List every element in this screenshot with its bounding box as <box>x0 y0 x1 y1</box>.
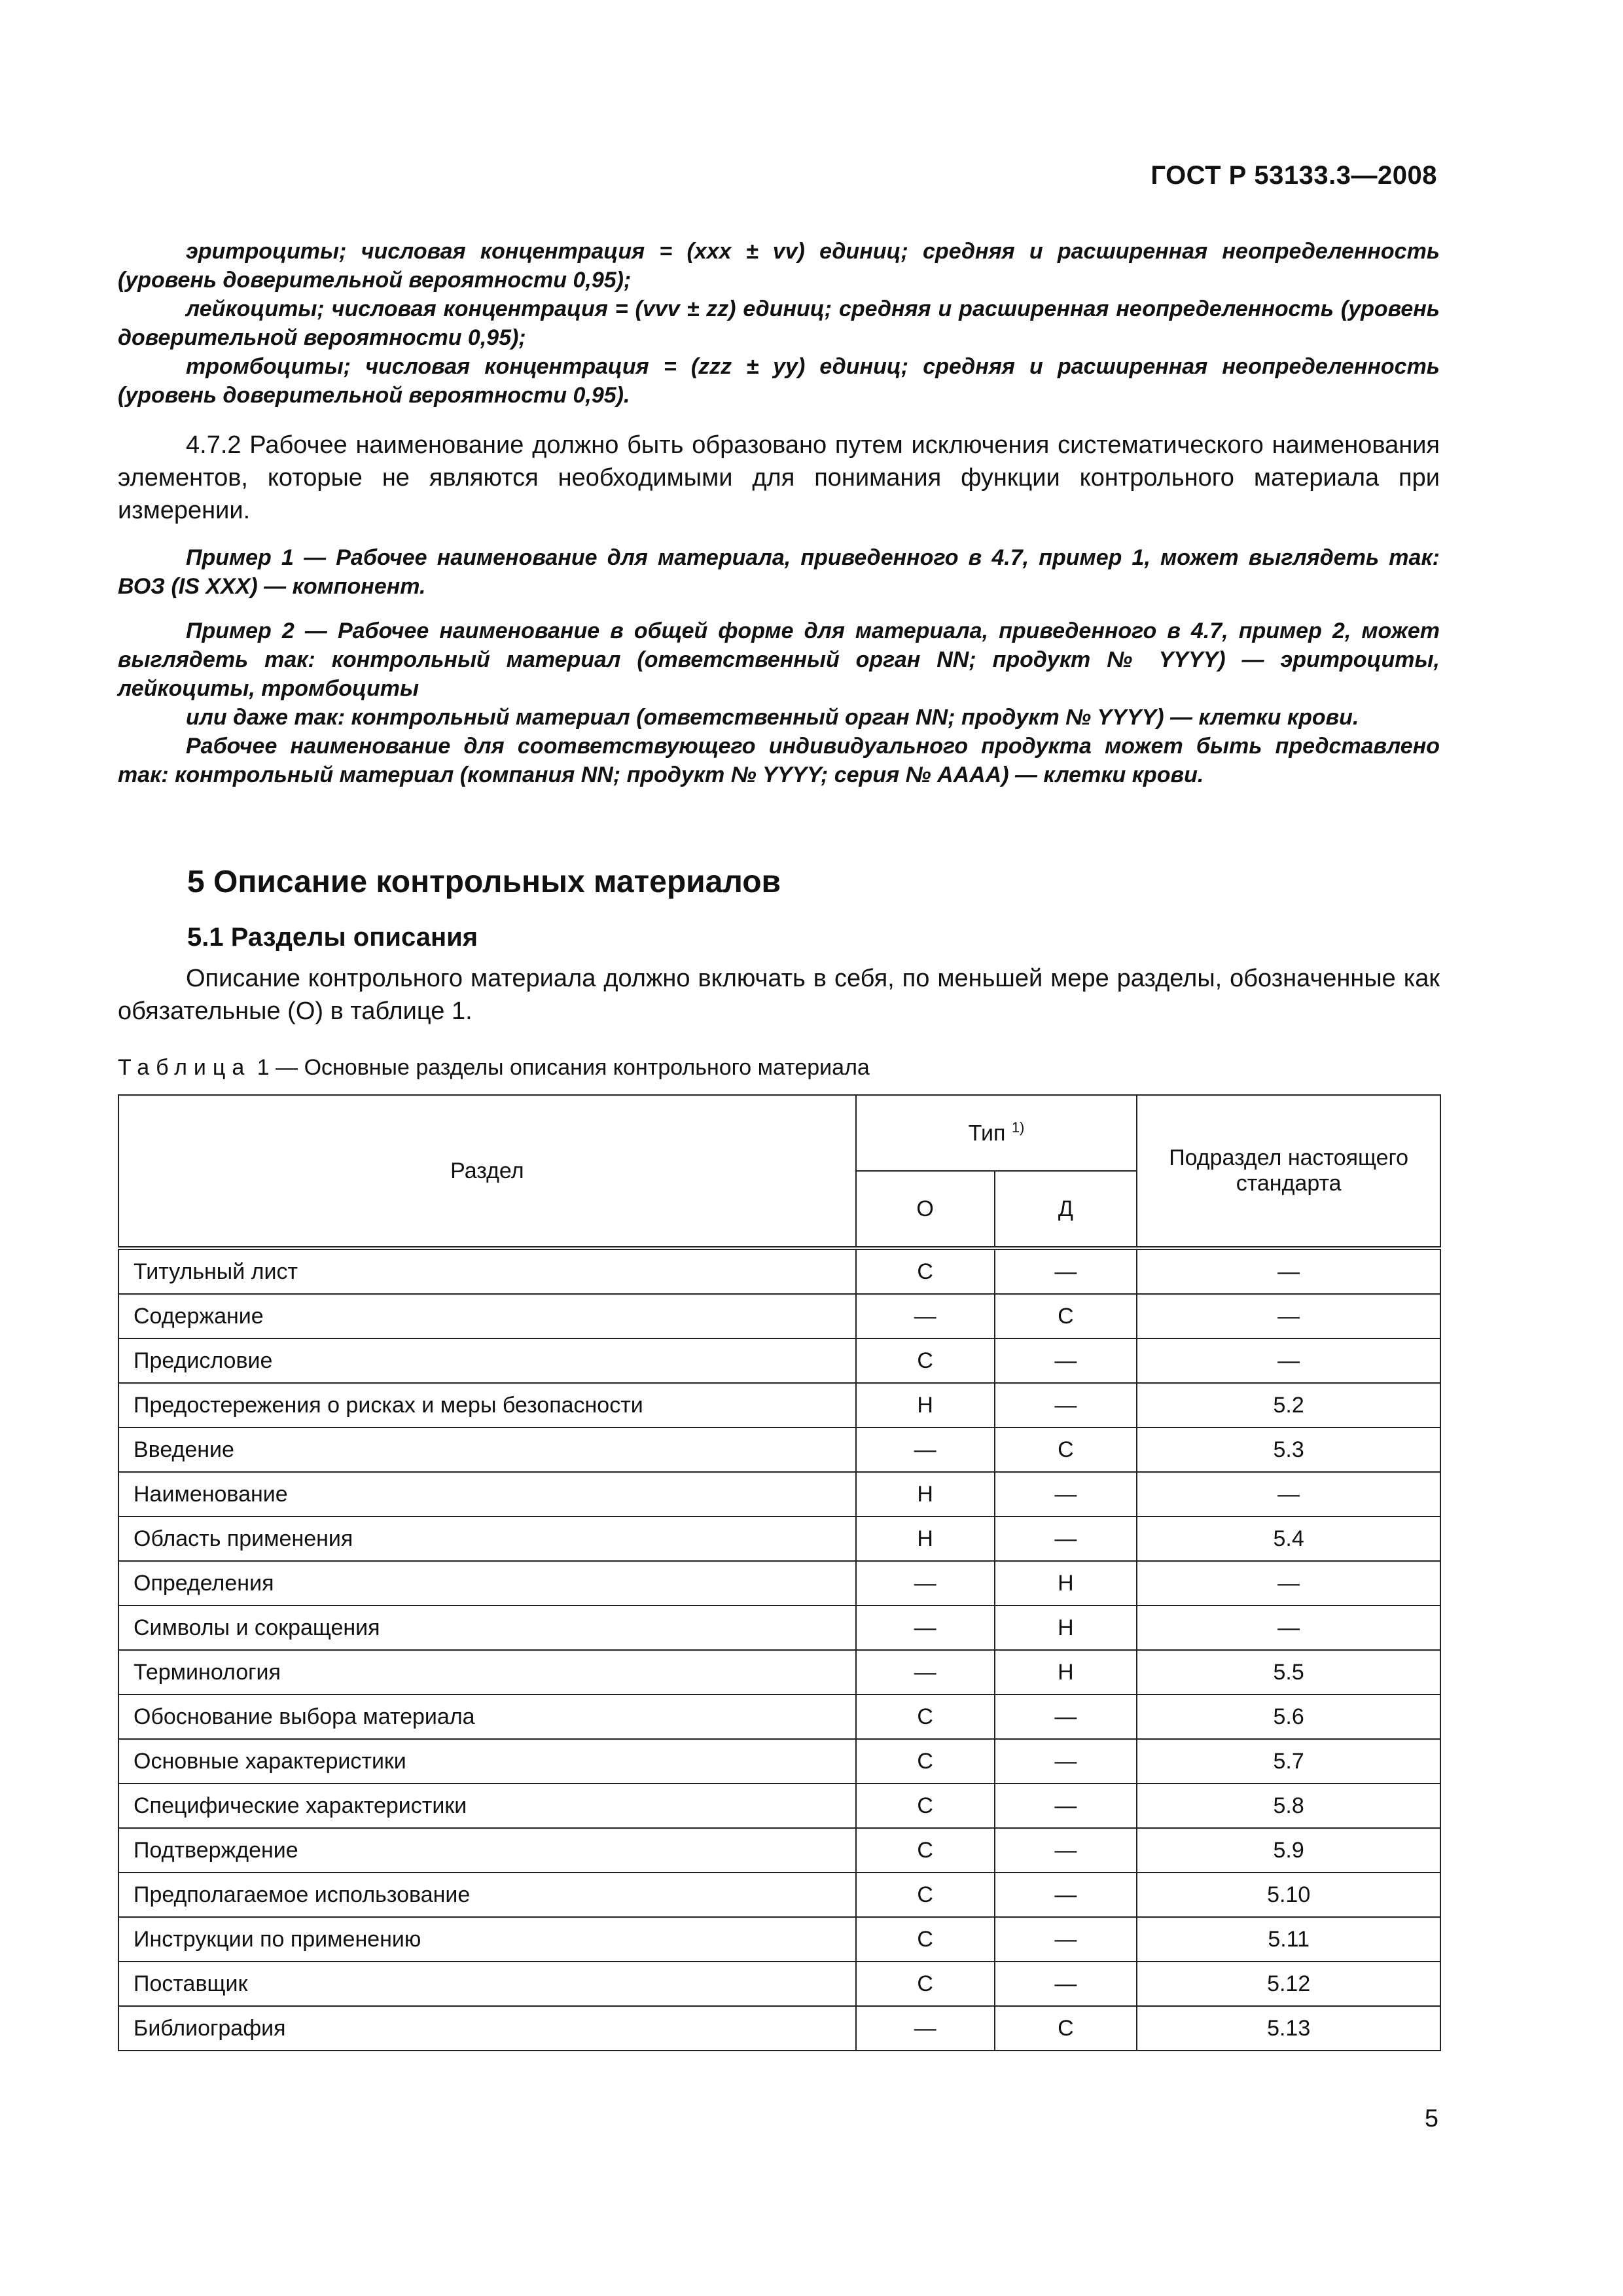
header-type-footnote: 1) <box>1011 1119 1025 1136</box>
example-2-line-2: или даже так: контрольный материал (ответственный орган NN; продукт № YYYY) — клетки крови. <box>186 705 1359 730</box>
cell-type-d: — <box>995 1248 1137 1294</box>
table-row <box>118 1605 1440 1650</box>
cell-subsection: — <box>1137 1294 1440 1338</box>
cell-section-name: Символы и сокращения <box>118 1605 856 1650</box>
cell-subsection: — <box>1137 1561 1440 1605</box>
cell-type-o: С <box>856 1962 995 2006</box>
cell-type-d: Н <box>995 1605 1137 1650</box>
section-5-1-text: Описание контрольного материала должно включать в себя, по меньшей мере разделы, обозначенные как обязательные (О) в таблице 1. <box>118 965 1440 1025</box>
table-row <box>118 1427 1440 1472</box>
cell-type-d: — <box>995 1338 1137 1383</box>
cell-section-name: Основные характеристики <box>118 1739 856 1784</box>
document-code: ГОСТ Р 53133.3—2008 <box>1150 161 1437 190</box>
header-subsection: Подраздел настоящего стандарта <box>1137 1095 1440 1248</box>
cell-type-o: С <box>856 1248 995 1294</box>
example-2-line-1: Пример 2 — Рабочее наименование в общей форме для материала, приведенного в 4.7, пример 2, может выглядеть так: контрольный материал (ответственный орган NN; продукт № YYYY) — эритроциты, лейкоциты, тромбоциты <box>118 619 1440 701</box>
cell-section-name: Подтверждение <box>118 1828 856 1873</box>
cell-type-d: С <box>995 1294 1137 1338</box>
cell-type-d: Н <box>995 1561 1137 1605</box>
cell-type-d: — <box>995 1472 1137 1516</box>
section-5-heading: 5 Описание контрольных материалов <box>187 865 781 899</box>
cell-type-d: С <box>995 1427 1137 1472</box>
cell-section-name: Предостережения о рисках и меры безопасности <box>118 1383 856 1427</box>
cell-type-d: — <box>995 1383 1137 1427</box>
table-row <box>118 1383 1440 1427</box>
cell-subsection: 5.3 <box>1137 1427 1440 1472</box>
intro-italic-block <box>118 237 1440 410</box>
cell-type-o: — <box>856 1427 995 1472</box>
header-type <box>856 1095 1137 1171</box>
example-2-block <box>118 617 1440 789</box>
cell-section-name: Предполагаемое использование <box>118 1873 856 1917</box>
table-row <box>118 1294 1440 1338</box>
section-5-1-text-block <box>118 962 1440 1028</box>
table-row <box>118 1962 1440 2006</box>
table-row <box>118 1650 1440 1695</box>
cell-subsection: 5.7 <box>1137 1739 1440 1784</box>
example-1: Пример 1 — Рабочее наименование для материала, приведенного в 4.7, пример 1, может выглядеть так: ВОЗ (IS XXX) — компонент. <box>118 545 1440 599</box>
cell-section-name: Библиография <box>118 2006 856 2051</box>
cell-section-name: Предисловие <box>118 1338 856 1383</box>
cell-section-name: Поставщик <box>118 1962 856 2006</box>
table-caption-label: Таблица <box>118 1055 251 1080</box>
intro-line-leukocytes: лейкоциты; числовая концентрация = (vvv ± zz) единиц; средняя и расширенная неопределенность (уровень доверительной вероятности 0,95); <box>118 296 1440 350</box>
cell-subsection: — <box>1137 1472 1440 1516</box>
table-row <box>118 1784 1440 1828</box>
cell-type-d: — <box>995 1873 1137 1917</box>
cell-subsection: — <box>1137 1248 1440 1294</box>
cell-subsection: 5.11 <box>1137 1917 1440 1962</box>
page-number: 5 <box>1424 2105 1438 2132</box>
cell-section-name: Введение <box>118 1427 856 1472</box>
cell-section-name: Терминология <box>118 1650 856 1695</box>
header-section: Раздел <box>118 1095 856 1248</box>
cell-subsection: 5.12 <box>1137 1962 1440 2006</box>
cell-type-o: — <box>856 1294 995 1338</box>
cell-type-o: — <box>856 1561 995 1605</box>
cell-type-d: — <box>995 1739 1137 1784</box>
cell-subsection: 5.6 <box>1137 1695 1440 1739</box>
table-row <box>118 1516 1440 1561</box>
cell-section-name: Наименование <box>118 1472 856 1516</box>
table-row <box>118 1338 1440 1383</box>
cell-type-o: С <box>856 1873 995 1917</box>
cell-subsection: 5.2 <box>1137 1383 1440 1427</box>
cell-type-o: С <box>856 1695 995 1739</box>
cell-section-name: Инструкции по применению <box>118 1917 856 1962</box>
header-type-d: Д <box>995 1171 1137 1248</box>
cell-type-o: Н <box>856 1383 995 1427</box>
example-1-block <box>118 543 1440 601</box>
table-row <box>118 1739 1440 1784</box>
cell-subsection: — <box>1137 1605 1440 1650</box>
cell-type-d: — <box>995 1516 1137 1561</box>
section-5-1-heading: 5.1 Разделы описания <box>187 923 478 952</box>
cell-type-o: Н <box>856 1516 995 1561</box>
cell-subsection: 5.8 <box>1137 1784 1440 1828</box>
table-row <box>118 1917 1440 1962</box>
cell-type-d: — <box>995 1695 1137 1739</box>
cell-type-o: — <box>856 1605 995 1650</box>
table-row <box>118 2006 1440 2051</box>
cell-type-o: С <box>856 1784 995 1828</box>
cell-subsection: 5.13 <box>1137 2006 1440 2051</box>
cell-type-d: Н <box>995 1650 1137 1695</box>
table-row <box>118 1873 1440 1917</box>
cell-subsection: — <box>1137 1338 1440 1383</box>
intro-line-thrombocytes: тромбоциты; числовая концентрация = (zzz ± yy) единиц; средняя и расширенная неопределенность (уровень доверительной вероятности 0,95). <box>118 354 1440 408</box>
cell-type-o: С <box>856 1917 995 1962</box>
cell-type-o: С <box>856 1739 995 1784</box>
cell-section-name: Содержание <box>118 1294 856 1338</box>
table-body <box>118 1248 1440 2051</box>
cell-type-d: — <box>995 1962 1137 2006</box>
sections-table <box>118 1094 1441 2051</box>
cell-type-o: — <box>856 1650 995 1695</box>
cell-section-name: Обоснование выбора материала <box>118 1695 856 1739</box>
cell-subsection: 5.9 <box>1137 1828 1440 1873</box>
cell-subsection: 5.4 <box>1137 1516 1440 1561</box>
table-caption-title: 1 — Основные разделы описания контрольного материала <box>257 1055 870 1080</box>
cell-subsection: 5.10 <box>1137 1873 1440 1917</box>
cell-section-name: Специфические характеристики <box>118 1784 856 1828</box>
intro-line-erythrocytes: эритроциты; числовая концентрация = (xxx ± vv) единиц; средняя и расширенная неопределенность (уровень доверительной вероятности 0,95); <box>118 239 1440 293</box>
paragraph-4-7-2-block <box>118 429 1440 527</box>
cell-section-name: Область применения <box>118 1516 856 1561</box>
header-type-o: О <box>856 1171 995 1248</box>
cell-section-name: Титульный лист <box>118 1248 856 1294</box>
table-caption <box>118 1055 870 1081</box>
cell-type-d: С <box>995 2006 1137 2051</box>
cell-subsection: 5.5 <box>1137 1650 1440 1695</box>
cell-type-d: — <box>995 1917 1137 1962</box>
cell-type-d: — <box>995 1784 1137 1828</box>
table-row <box>118 1695 1440 1739</box>
example-2-line-3: Рабочее наименование для соответствующего индивидуального продукта может быть представлено так: контрольный материал (компания NN; продукт № YYYY; серия № AAAA) — клетки крови. <box>118 734 1440 787</box>
cell-type-o: — <box>856 2006 995 2051</box>
paragraph-4-7-2: 4.7.2 Рабочее наименование должно быть образовано путем исключения систематического наименования элементов, которые не являются необходимыми для понимания функции контрольного материала при измерении. <box>118 431 1440 524</box>
cell-section-name: Определения <box>118 1561 856 1605</box>
table-row <box>118 1248 1440 1294</box>
cell-type-d: — <box>995 1828 1137 1873</box>
table-row <box>118 1472 1440 1516</box>
table-row <box>118 1561 1440 1605</box>
table-row <box>118 1828 1440 1873</box>
header-type-label: Тип <box>968 1121 1006 1146</box>
cell-type-o: Н <box>856 1472 995 1516</box>
cell-type-o: С <box>856 1828 995 1873</box>
cell-type-o: С <box>856 1338 995 1383</box>
